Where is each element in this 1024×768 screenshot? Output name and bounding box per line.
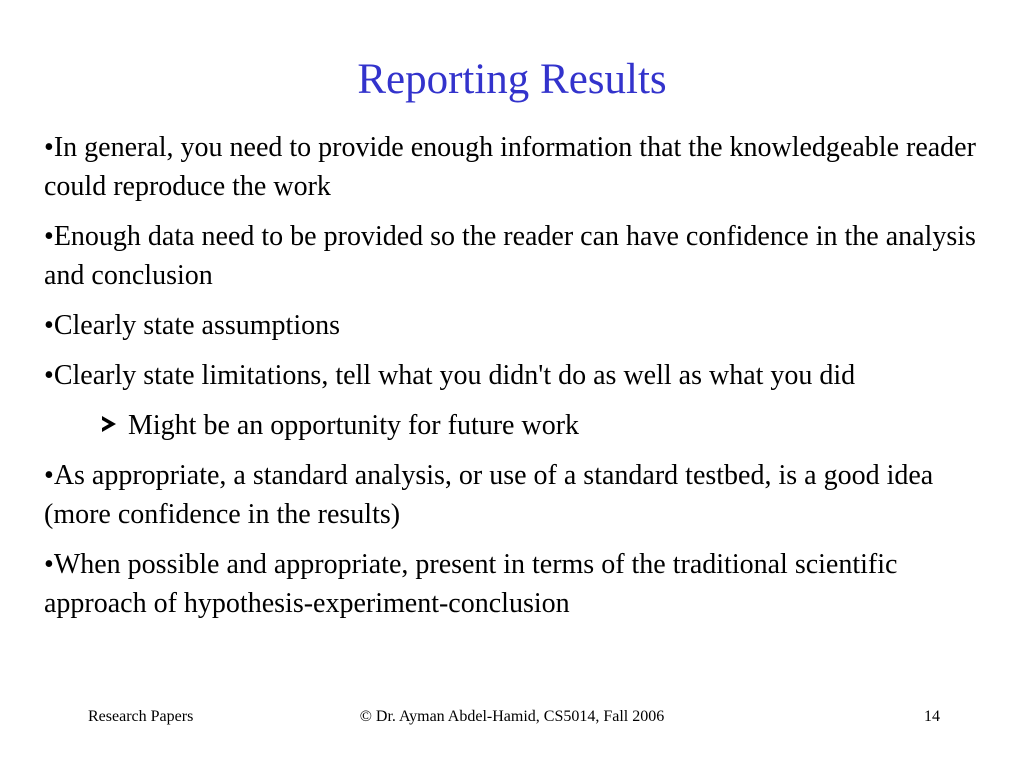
bullet-marker: • xyxy=(44,360,54,391)
bullet-marker: • xyxy=(44,460,54,491)
footer-course-topic: Research Papers xyxy=(88,708,194,725)
bullet-text: When possible and appropriate, present in terms of the traditional scientific approach of hypothesis-experiment-conclusion xyxy=(44,549,898,619)
sub-bullet-item xyxy=(44,406,984,445)
bullet-item xyxy=(44,356,984,395)
bullet-item xyxy=(44,217,984,295)
bullet-text: Clearly state assumptions xyxy=(53,310,340,341)
bullet-list xyxy=(44,128,984,634)
bullet-text: Clearly state limitations, tell what you didn't do as well as what you did xyxy=(53,360,856,391)
sub-bullet-text: Might be an opportunity for future work xyxy=(128,410,580,441)
bullet-item xyxy=(44,545,984,623)
bullet-text: Enough data need to be provided so the reader can have confidence in the analysis and conclusion xyxy=(44,221,976,291)
bullet-text: As appropriate, a standard analysis, or use of a standard testbed, is a good idea (more confidence in the results) xyxy=(44,460,934,530)
bullet-marker: • xyxy=(44,221,54,252)
bullet-item xyxy=(44,128,984,206)
bullet-item xyxy=(44,306,984,345)
bullet-item xyxy=(44,456,984,534)
slide-title: Reporting Results xyxy=(357,56,667,103)
footer-page-number: 14 xyxy=(924,708,940,725)
bullet-marker: • xyxy=(44,549,54,580)
footer-copyright: © Dr. Ayman Abdel-Hamid, CS5014, Fall 2006 xyxy=(359,708,665,725)
arrow-bullet-icon xyxy=(102,416,116,432)
bullet-marker: • xyxy=(44,310,54,341)
bullet-text: In general, you need to provide enough information that the knowledgeable reader could reproduce the work xyxy=(44,132,976,202)
bullet-marker: • xyxy=(44,132,54,163)
